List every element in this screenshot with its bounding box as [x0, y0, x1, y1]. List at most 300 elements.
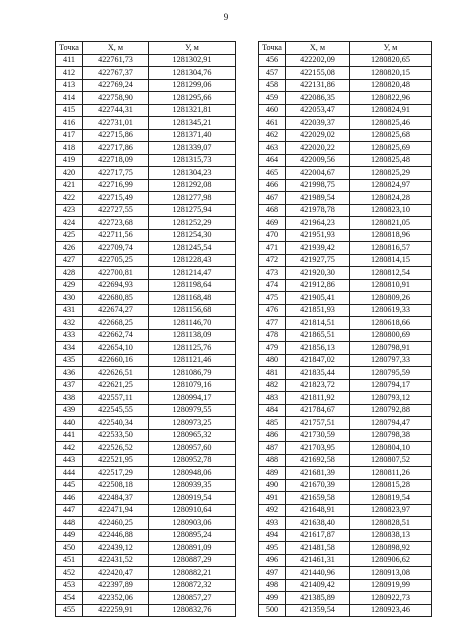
cell-point: 441 — [56, 429, 83, 442]
cell-y: 1281304,76 — [149, 67, 236, 80]
cell-x: 422680,85 — [83, 292, 149, 305]
cell-point: 426 — [56, 242, 83, 255]
table-row — [56, 429, 236, 442]
table-row — [56, 504, 236, 517]
cell-x: 421905,41 — [286, 292, 350, 305]
cell-x: 422431,52 — [83, 554, 149, 567]
cell-x: 422694,93 — [83, 279, 149, 292]
cell-y: 1280979,55 — [149, 404, 236, 417]
cell-y: 1280891,09 — [149, 542, 236, 555]
header-point: Точка — [56, 42, 83, 55]
cell-point: 416 — [56, 117, 83, 130]
cell-x: 422029,02 — [286, 129, 350, 142]
cell-y: 1280922,73 — [350, 592, 432, 605]
cell-y: 1281121,46 — [149, 354, 236, 367]
cell-x: 421359,54 — [286, 604, 350, 617]
cell-point: 471 — [259, 242, 286, 255]
table-row — [56, 317, 236, 330]
cell-point: 439 — [56, 404, 83, 417]
cell-point: 496 — [259, 554, 286, 567]
cell-x: 422521,95 — [83, 454, 149, 467]
table-row — [259, 442, 432, 455]
cell-point: 500 — [259, 604, 286, 617]
cell-x: 422674,27 — [83, 304, 149, 317]
cell-point: 491 — [259, 492, 286, 505]
cell-y: 1281302,91 — [149, 54, 236, 67]
table-row — [56, 104, 236, 117]
cell-x: 422352,06 — [83, 592, 149, 605]
cell-point: 465 — [259, 167, 286, 180]
cell-x: 422758,90 — [83, 92, 149, 105]
cell-point: 429 — [56, 279, 83, 292]
cell-x: 421692,58 — [286, 454, 350, 467]
cell-y: 1280824,97 — [350, 179, 432, 192]
cell-point: 412 — [56, 67, 83, 80]
cell-x: 421814,51 — [286, 317, 350, 330]
table-row — [259, 267, 432, 280]
table-row — [56, 454, 236, 467]
cell-point: 484 — [259, 404, 286, 417]
table-row — [259, 517, 432, 530]
table-row — [259, 279, 432, 292]
cell-x: 421440,96 — [286, 567, 350, 580]
cell-y: 1280797,33 — [350, 354, 432, 367]
cell-y: 1281295,66 — [149, 92, 236, 105]
cell-y: 1281245,54 — [149, 242, 236, 255]
cell-y: 1280973,25 — [149, 417, 236, 430]
cell-y: 1280895,24 — [149, 529, 236, 542]
table-row — [56, 442, 236, 455]
cell-x: 422202,09 — [286, 54, 350, 67]
cell-y: 1281138,09 — [149, 329, 236, 342]
cell-point: 469 — [259, 217, 286, 230]
cell-point: 477 — [259, 317, 286, 330]
cell-x: 422660,16 — [83, 354, 149, 367]
cell-point: 457 — [259, 67, 286, 80]
table-row — [56, 529, 236, 542]
cell-y: 1280809,26 — [350, 292, 432, 305]
cell-y: 1281275,94 — [149, 204, 236, 217]
cell-point: 422 — [56, 192, 83, 205]
cell-x: 421989,54 — [286, 192, 350, 205]
cell-point: 442 — [56, 442, 83, 455]
cell-y: 1280800,69 — [350, 329, 432, 342]
table-row — [56, 167, 236, 180]
table-row — [56, 242, 236, 255]
table-row — [56, 329, 236, 342]
cell-x: 422662,74 — [83, 329, 149, 342]
cell-y: 1280794,47 — [350, 417, 432, 430]
cell-x: 422446,88 — [83, 529, 149, 542]
cell-point: 488 — [259, 454, 286, 467]
cell-y: 1280824,28 — [350, 192, 432, 205]
cell-point: 424 — [56, 217, 83, 230]
cell-y: 1280794,17 — [350, 379, 432, 392]
table-row — [56, 142, 236, 155]
cell-y: 1280823,10 — [350, 204, 432, 217]
cell-y: 1281214,47 — [149, 267, 236, 280]
table-row — [259, 367, 432, 380]
cell-x: 421784,67 — [286, 404, 350, 417]
cell-x: 422545,55 — [83, 404, 149, 417]
cell-y: 1280965,32 — [149, 429, 236, 442]
cell-x: 421730,59 — [286, 429, 350, 442]
cell-y: 1280857,27 — [149, 592, 236, 605]
cell-y: 1280811,26 — [350, 467, 432, 480]
table-row — [259, 604, 432, 617]
cell-point: 432 — [56, 317, 83, 330]
table-row — [259, 104, 432, 117]
coordinates-table-left — [55, 41, 236, 617]
table-row — [259, 92, 432, 105]
cell-y: 1280821,05 — [350, 217, 432, 230]
cell-y: 1280913,08 — [350, 567, 432, 580]
cell-y: 1281146,70 — [149, 317, 236, 330]
header-x: X, м — [83, 42, 149, 55]
table-row — [56, 192, 236, 205]
table-row — [259, 179, 432, 192]
cell-y: 1281086,79 — [149, 367, 236, 380]
table-row — [56, 354, 236, 367]
table-row — [56, 604, 236, 617]
cell-x: 422004,67 — [286, 167, 350, 180]
cell-x: 421847,02 — [286, 354, 350, 367]
cell-y: 1280872,32 — [149, 579, 236, 592]
cell-point: 428 — [56, 267, 83, 280]
table-row — [56, 267, 236, 280]
table-row — [56, 279, 236, 292]
cell-x: 422439,12 — [83, 542, 149, 555]
cell-y: 1280814,15 — [350, 254, 432, 267]
table-header-row — [259, 42, 432, 55]
header-y: У, м — [350, 42, 432, 55]
cell-y: 1280825,29 — [350, 167, 432, 180]
cell-point: 472 — [259, 254, 286, 267]
cell-point: 413 — [56, 79, 83, 92]
table-row — [56, 292, 236, 305]
cell-y: 1280910,64 — [149, 504, 236, 517]
cell-y: 1280994,17 — [149, 392, 236, 405]
cell-x: 421920,30 — [286, 267, 350, 280]
cell-point: 456 — [259, 54, 286, 67]
table-row — [56, 304, 236, 317]
cell-y: 1280812,54 — [350, 267, 432, 280]
table-row — [56, 392, 236, 405]
cell-x: 422705,25 — [83, 254, 149, 267]
cell-x: 422709,74 — [83, 242, 149, 255]
table-row — [56, 579, 236, 592]
cell-x: 422259,91 — [83, 604, 149, 617]
cell-point: 479 — [259, 342, 286, 355]
cell-x: 422540,34 — [83, 417, 149, 430]
cell-y: 1280807,52 — [350, 454, 432, 467]
table-row — [56, 467, 236, 480]
cell-x: 422039,37 — [286, 117, 350, 130]
table-row — [259, 417, 432, 430]
cell-point: 446 — [56, 492, 83, 505]
cell-point: 427 — [56, 254, 83, 267]
cell-x: 422668,25 — [83, 317, 149, 330]
cell-x: 422557,11 — [83, 392, 149, 405]
cell-y: 1281079,16 — [149, 379, 236, 392]
cell-y: 1280793,12 — [350, 392, 432, 405]
cell-point: 490 — [259, 479, 286, 492]
cell-point: 415 — [56, 104, 83, 117]
cell-x: 421951,93 — [286, 229, 350, 242]
table-row — [56, 179, 236, 192]
header-y: У, м — [149, 42, 236, 55]
table-row — [259, 567, 432, 580]
cell-point: 454 — [56, 592, 83, 605]
table-row — [259, 67, 432, 80]
cell-x: 422761,73 — [83, 54, 149, 67]
table-row — [56, 54, 236, 67]
cell-point: 417 — [56, 129, 83, 142]
cell-y: 1281292,08 — [149, 179, 236, 192]
table-row — [259, 504, 432, 517]
cell-point: 480 — [259, 354, 286, 367]
header-x: X, м — [286, 42, 350, 55]
cell-y: 1280882,21 — [149, 567, 236, 580]
cell-point: 470 — [259, 229, 286, 242]
cell-point: 499 — [259, 592, 286, 605]
cell-x: 422517,29 — [83, 467, 149, 480]
cell-x: 421638,40 — [286, 517, 350, 530]
cell-point: 430 — [56, 292, 83, 305]
cell-y: 1280906,62 — [350, 554, 432, 567]
table-row — [56, 117, 236, 130]
table-row — [56, 79, 236, 92]
table-row — [259, 342, 432, 355]
cell-x: 422053,47 — [286, 104, 350, 117]
cell-x: 421998,75 — [286, 179, 350, 192]
cell-x: 422769,24 — [83, 79, 149, 92]
cell-y: 1280810,91 — [350, 279, 432, 292]
table-row — [56, 542, 236, 555]
table-row — [259, 217, 432, 230]
table-row — [56, 229, 236, 242]
cell-x: 422744,31 — [83, 104, 149, 117]
cell-x: 422460,25 — [83, 517, 149, 530]
cell-point: 451 — [56, 554, 83, 567]
table-row — [259, 454, 432, 467]
cell-point: 498 — [259, 579, 286, 592]
cell-x: 421409,42 — [286, 579, 350, 592]
cell-point: 421 — [56, 179, 83, 192]
table-row — [259, 204, 432, 217]
cell-y: 1280823,97 — [350, 504, 432, 517]
cell-x: 421851,93 — [286, 304, 350, 317]
cell-point: 411 — [56, 54, 83, 67]
table-row — [259, 254, 432, 267]
cell-point: 419 — [56, 154, 83, 167]
table-row — [259, 329, 432, 342]
table-row — [259, 529, 432, 542]
table-row — [259, 379, 432, 392]
cell-x: 422717,86 — [83, 142, 149, 155]
cell-point: 476 — [259, 304, 286, 317]
cell-x: 422484,37 — [83, 492, 149, 505]
cell-y: 1280820,15 — [350, 67, 432, 80]
cell-y: 1280923,46 — [350, 604, 432, 617]
cell-x: 422131,86 — [286, 79, 350, 92]
cell-x: 421978,78 — [286, 204, 350, 217]
cell-y: 1280795,59 — [350, 367, 432, 380]
table-row — [56, 129, 236, 142]
cell-point: 437 — [56, 379, 83, 392]
table-row — [56, 517, 236, 530]
cell-y: 1280939,35 — [149, 479, 236, 492]
cell-x: 422397,89 — [83, 579, 149, 592]
cell-point: 444 — [56, 467, 83, 480]
cell-x: 422715,86 — [83, 129, 149, 142]
cell-y: 1281321,81 — [149, 104, 236, 117]
cell-point: 453 — [56, 579, 83, 592]
cell-point: 420 — [56, 167, 83, 180]
cell-x: 421670,39 — [286, 479, 350, 492]
cell-point: 449 — [56, 529, 83, 542]
cell-x: 422716,99 — [83, 179, 149, 192]
cell-x: 422533,50 — [83, 429, 149, 442]
cell-y: 1281339,07 — [149, 142, 236, 155]
cell-y: 1280825,48 — [350, 154, 432, 167]
cell-y: 1280824,91 — [350, 104, 432, 117]
cell-point: 494 — [259, 529, 286, 542]
cell-x: 422711,56 — [83, 229, 149, 242]
table-row — [259, 117, 432, 130]
table-row — [56, 592, 236, 605]
cell-y: 1280798,91 — [350, 342, 432, 355]
table-row — [56, 404, 236, 417]
table-row — [56, 154, 236, 167]
cell-x: 422717,75 — [83, 167, 149, 180]
cell-y: 1281228,43 — [149, 254, 236, 267]
cell-x: 422020,22 — [286, 142, 350, 155]
table-row — [259, 479, 432, 492]
cell-x: 421703,95 — [286, 442, 350, 455]
cell-x: 422718,09 — [83, 154, 149, 167]
cell-point: 448 — [56, 517, 83, 530]
cell-point: 460 — [259, 104, 286, 117]
cell-point: 438 — [56, 392, 83, 405]
cell-y: 1280828,51 — [350, 517, 432, 530]
cell-point: 443 — [56, 454, 83, 467]
table-row — [259, 392, 432, 405]
cell-point: 466 — [259, 179, 286, 192]
cell-point: 462 — [259, 129, 286, 142]
cell-y: 1280838,13 — [350, 529, 432, 542]
cell-point: 468 — [259, 204, 286, 217]
cell-y: 1280819,54 — [350, 492, 432, 505]
page-number: 9 — [223, 12, 229, 22]
cell-point: 473 — [259, 267, 286, 280]
cell-point: 495 — [259, 542, 286, 555]
cell-y: 1280952,78 — [149, 454, 236, 467]
cell-x: 422526,52 — [83, 442, 149, 455]
cell-point: 434 — [56, 342, 83, 355]
cell-y: 1281125,76 — [149, 342, 236, 355]
cell-point: 431 — [56, 304, 83, 317]
cell-point: 481 — [259, 367, 286, 380]
table-row — [56, 567, 236, 580]
cell-point: 487 — [259, 442, 286, 455]
cell-y: 1280919,99 — [350, 579, 432, 592]
cell-x: 421659,58 — [286, 492, 350, 505]
cell-y: 1280820,65 — [350, 54, 432, 67]
cell-point: 483 — [259, 392, 286, 405]
cell-x: 421856,13 — [286, 342, 350, 355]
cell-x: 422626,51 — [83, 367, 149, 380]
cell-y: 1281345,21 — [149, 117, 236, 130]
cell-y: 1281277,98 — [149, 192, 236, 205]
table-row — [56, 479, 236, 492]
cell-x: 421461,31 — [286, 554, 350, 567]
cell-point: 414 — [56, 92, 83, 105]
table-row — [259, 592, 432, 605]
cell-y: 1281254,30 — [149, 229, 236, 242]
cell-y: 1280818,96 — [350, 229, 432, 242]
cell-x: 422155,08 — [286, 67, 350, 80]
cell-point: 474 — [259, 279, 286, 292]
cell-y: 1281156,68 — [149, 304, 236, 317]
cell-x: 422727,55 — [83, 204, 149, 217]
cell-x: 422420,47 — [83, 567, 149, 580]
table-row — [56, 492, 236, 505]
cell-point: 440 — [56, 417, 83, 430]
cell-point: 458 — [259, 79, 286, 92]
table-row — [259, 317, 432, 330]
cell-point: 450 — [56, 542, 83, 555]
cell-point: 436 — [56, 367, 83, 380]
table-row — [259, 429, 432, 442]
cell-x: 422621,25 — [83, 379, 149, 392]
cell-x: 421757,51 — [286, 417, 350, 430]
cell-x: 422731,01 — [83, 117, 149, 130]
table-row — [56, 367, 236, 380]
cell-y: 1280804,10 — [350, 442, 432, 455]
table-row — [259, 492, 432, 505]
table-header-row — [56, 42, 236, 55]
table-row — [259, 292, 432, 305]
cell-point: 486 — [259, 429, 286, 442]
cell-y: 1280825,68 — [350, 129, 432, 142]
cell-point: 489 — [259, 467, 286, 480]
cell-y: 1280887,29 — [149, 554, 236, 567]
cell-point: 485 — [259, 417, 286, 430]
cell-y: 1281315,73 — [149, 154, 236, 167]
cell-x: 421481,58 — [286, 542, 350, 555]
cell-point: 463 — [259, 142, 286, 155]
table-row — [56, 204, 236, 217]
cell-x: 421939,42 — [286, 242, 350, 255]
table-row — [259, 229, 432, 242]
cell-point: 425 — [56, 229, 83, 242]
coordinates-table-right — [258, 41, 432, 617]
cell-y: 1281198,64 — [149, 279, 236, 292]
cell-x: 422471,94 — [83, 504, 149, 517]
cell-x: 422009,56 — [286, 154, 350, 167]
cell-x: 422700,81 — [83, 267, 149, 280]
cell-point: 492 — [259, 504, 286, 517]
table-row — [259, 542, 432, 555]
cell-y: 1280618,66 — [350, 317, 432, 330]
table-row — [259, 192, 432, 205]
cell-x: 421823,72 — [286, 379, 350, 392]
table-row — [259, 142, 432, 155]
cell-x: 421865,51 — [286, 329, 350, 342]
table-row — [56, 254, 236, 267]
table-row — [259, 129, 432, 142]
